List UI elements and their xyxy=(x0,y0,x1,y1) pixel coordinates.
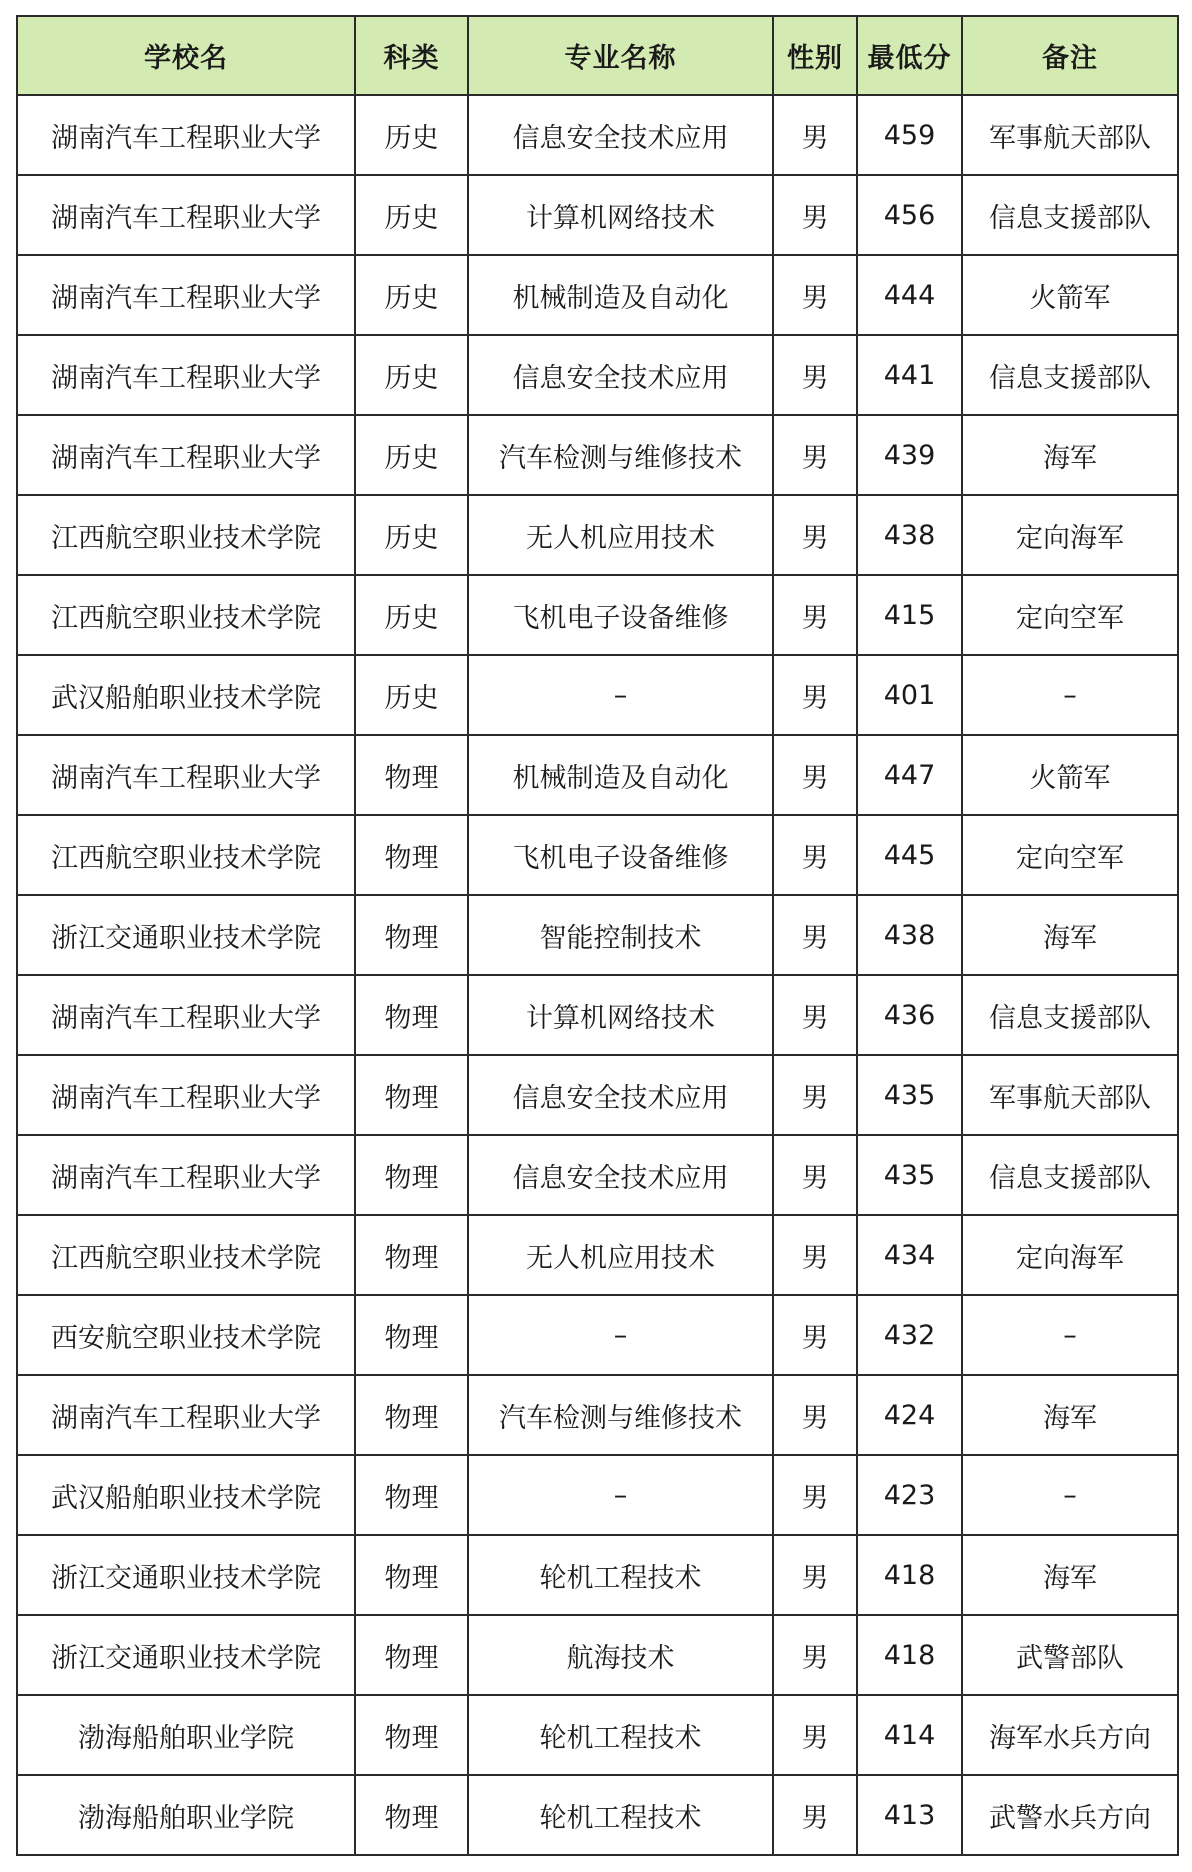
header-min-score: 最低分 xyxy=(857,16,962,95)
cell-min-score: 418 xyxy=(857,1615,962,1695)
cell-gender: 男 xyxy=(773,1215,857,1295)
cell-gender: 男 xyxy=(773,1695,857,1775)
table-row xyxy=(17,335,1178,415)
cell-school: 湖南汽车工程职业大学 xyxy=(17,1375,355,1455)
cell-school: 渤海船舶职业学院 xyxy=(17,1775,355,1855)
cell-min-score: 418 xyxy=(857,1535,962,1615)
cell-subject: 物理 xyxy=(355,1135,468,1215)
table-row xyxy=(17,415,1178,495)
cell-min-score: 424 xyxy=(857,1375,962,1455)
cell-gender: 男 xyxy=(773,1615,857,1695)
cell-major: 轮机工程技术 xyxy=(468,1535,773,1615)
cell-note: 信息支援部队 xyxy=(962,175,1178,255)
cell-subject: 历史 xyxy=(355,335,468,415)
header-gender: 性别 xyxy=(773,16,857,95)
cell-gender: 男 xyxy=(773,1375,857,1455)
cell-note: 定向海军 xyxy=(962,495,1178,575)
cell-subject: 物理 xyxy=(355,1215,468,1295)
cell-subject: 历史 xyxy=(355,175,468,255)
table-row xyxy=(17,735,1178,815)
cell-major: 无人机应用技术 xyxy=(468,495,773,575)
cell-min-score: 456 xyxy=(857,175,962,255)
table-row xyxy=(17,1135,1178,1215)
cell-school: 浙江交通职业技术学院 xyxy=(17,1615,355,1695)
table-row xyxy=(17,655,1178,735)
cell-gender: 男 xyxy=(773,895,857,975)
cell-note: – xyxy=(962,1455,1178,1535)
cell-major: – xyxy=(468,655,773,735)
cell-school: 湖南汽车工程职业大学 xyxy=(17,415,355,495)
cell-major: 计算机网络技术 xyxy=(468,175,773,255)
cell-note: 定向空军 xyxy=(962,815,1178,895)
cell-gender: 男 xyxy=(773,415,857,495)
cell-gender: 男 xyxy=(773,655,857,735)
cell-note: – xyxy=(962,1295,1178,1375)
cell-major: 智能控制技术 xyxy=(468,895,773,975)
cell-major: 机械制造及自动化 xyxy=(468,255,773,335)
cell-major: 汽车检测与维修技术 xyxy=(468,1375,773,1455)
cell-subject: 物理 xyxy=(355,1535,468,1615)
table-header xyxy=(17,16,1178,95)
cell-gender: 男 xyxy=(773,335,857,415)
cell-gender: 男 xyxy=(773,1295,857,1375)
cell-gender: 男 xyxy=(773,95,857,175)
cell-note: 信息支援部队 xyxy=(962,335,1178,415)
cell-subject: 历史 xyxy=(355,95,468,175)
table-row xyxy=(17,1455,1178,1535)
cell-major: – xyxy=(468,1295,773,1375)
cell-subject: 物理 xyxy=(355,1055,468,1135)
cell-note: 海军 xyxy=(962,1535,1178,1615)
cell-note: 军事航天部队 xyxy=(962,95,1178,175)
cell-gender: 男 xyxy=(773,1775,857,1855)
table-row xyxy=(17,1375,1178,1455)
cell-note: 火箭军 xyxy=(962,255,1178,335)
cell-subject: 物理 xyxy=(355,815,468,895)
table-row xyxy=(17,975,1178,1055)
cell-gender: 男 xyxy=(773,1055,857,1135)
cell-major: 信息安全技术应用 xyxy=(468,95,773,175)
cell-major: 信息安全技术应用 xyxy=(468,1055,773,1135)
cell-school: 西安航空职业技术学院 xyxy=(17,1295,355,1375)
cell-major: 飞机电子设备维修 xyxy=(468,575,773,655)
cell-min-score: 445 xyxy=(857,815,962,895)
table-row xyxy=(17,495,1178,575)
table-row xyxy=(17,1215,1178,1295)
cell-subject: 历史 xyxy=(355,575,468,655)
cell-min-score: 436 xyxy=(857,975,962,1055)
cell-note: 海军 xyxy=(962,415,1178,495)
admission-score-table xyxy=(16,15,1179,1856)
cell-min-score: 415 xyxy=(857,575,962,655)
cell-gender: 男 xyxy=(773,1535,857,1615)
cell-school: 湖南汽车工程职业大学 xyxy=(17,735,355,815)
cell-school: 武汉船舶职业技术学院 xyxy=(17,655,355,735)
cell-note: 定向海军 xyxy=(962,1215,1178,1295)
cell-school: 湖南汽车工程职业大学 xyxy=(17,1135,355,1215)
cell-major: 航海技术 xyxy=(468,1615,773,1695)
cell-subject: 物理 xyxy=(355,1295,468,1375)
cell-subject: 物理 xyxy=(355,1775,468,1855)
table-row xyxy=(17,255,1178,335)
cell-gender: 男 xyxy=(773,815,857,895)
cell-min-score: 444 xyxy=(857,255,962,335)
table-row xyxy=(17,1535,1178,1615)
header-row xyxy=(17,16,1178,95)
table-row xyxy=(17,895,1178,975)
cell-major: 信息安全技术应用 xyxy=(468,1135,773,1215)
cell-note: 武警部队 xyxy=(962,1615,1178,1695)
cell-note: 海军水兵方向 xyxy=(962,1695,1178,1775)
cell-subject: 物理 xyxy=(355,1615,468,1695)
cell-min-score: 435 xyxy=(857,1135,962,1215)
cell-school: 浙江交通职业技术学院 xyxy=(17,1535,355,1615)
cell-note: 武警水兵方向 xyxy=(962,1775,1178,1855)
cell-school: 武汉船舶职业技术学院 xyxy=(17,1455,355,1535)
table-row xyxy=(17,1695,1178,1775)
cell-subject: 物理 xyxy=(355,735,468,815)
cell-min-score: 441 xyxy=(857,335,962,415)
cell-subject: 历史 xyxy=(355,655,468,735)
cell-note: 定向空军 xyxy=(962,575,1178,655)
cell-note: 海军 xyxy=(962,895,1178,975)
table-row xyxy=(17,1055,1178,1135)
cell-subject: 物理 xyxy=(355,1455,468,1535)
cell-gender: 男 xyxy=(773,735,857,815)
cell-note: – xyxy=(962,655,1178,735)
cell-gender: 男 xyxy=(773,255,857,335)
cell-school: 湖南汽车工程职业大学 xyxy=(17,95,355,175)
cell-school: 湖南汽车工程职业大学 xyxy=(17,255,355,335)
cell-note: 信息支援部队 xyxy=(962,1135,1178,1215)
header-note: 备注 xyxy=(962,16,1178,95)
cell-min-score: 438 xyxy=(857,495,962,575)
cell-subject: 历史 xyxy=(355,255,468,335)
cell-subject: 物理 xyxy=(355,975,468,1055)
cell-major: 汽车检测与维修技术 xyxy=(468,415,773,495)
cell-min-score: 447 xyxy=(857,735,962,815)
cell-subject: 历史 xyxy=(355,415,468,495)
table-row xyxy=(17,175,1178,255)
cell-min-score: 413 xyxy=(857,1775,962,1855)
cell-subject: 历史 xyxy=(355,495,468,575)
cell-gender: 男 xyxy=(773,495,857,575)
cell-major: 无人机应用技术 xyxy=(468,1215,773,1295)
header-major: 专业名称 xyxy=(468,16,773,95)
table-row xyxy=(17,815,1178,895)
cell-note: 信息支援部队 xyxy=(962,975,1178,1055)
cell-school: 江西航空职业技术学院 xyxy=(17,575,355,655)
cell-gender: 男 xyxy=(773,575,857,655)
table-row xyxy=(17,1615,1178,1695)
cell-major: – xyxy=(468,1455,773,1535)
cell-school: 湖南汽车工程职业大学 xyxy=(17,1055,355,1135)
cell-min-score: 432 xyxy=(857,1295,962,1375)
cell-min-score: 438 xyxy=(857,895,962,975)
cell-min-score: 423 xyxy=(857,1455,962,1535)
table-row xyxy=(17,575,1178,655)
cell-note: 火箭军 xyxy=(962,735,1178,815)
cell-school: 湖南汽车工程职业大学 xyxy=(17,175,355,255)
cell-min-score: 439 xyxy=(857,415,962,495)
table-row xyxy=(17,1775,1178,1855)
header-school: 学校名 xyxy=(17,16,355,95)
cell-major: 计算机网络技术 xyxy=(468,975,773,1055)
cell-note: 军事航天部队 xyxy=(962,1055,1178,1135)
cell-major: 轮机工程技术 xyxy=(468,1695,773,1775)
cell-school: 江西航空职业技术学院 xyxy=(17,815,355,895)
cell-note: 海军 xyxy=(962,1375,1178,1455)
cell-school: 浙江交通职业技术学院 xyxy=(17,895,355,975)
table-row xyxy=(17,1295,1178,1375)
cell-major: 机械制造及自动化 xyxy=(468,735,773,815)
cell-major: 轮机工程技术 xyxy=(468,1775,773,1855)
cell-gender: 男 xyxy=(773,975,857,1055)
cell-gender: 男 xyxy=(773,1135,857,1215)
cell-school: 江西航空职业技术学院 xyxy=(17,1215,355,1295)
table-body xyxy=(17,95,1178,1855)
cell-major: 飞机电子设备维修 xyxy=(468,815,773,895)
cell-subject: 物理 xyxy=(355,1695,468,1775)
cell-subject: 物理 xyxy=(355,1375,468,1455)
cell-gender: 男 xyxy=(773,175,857,255)
cell-major: 信息安全技术应用 xyxy=(468,335,773,415)
cell-gender: 男 xyxy=(773,1455,857,1535)
cell-school: 湖南汽车工程职业大学 xyxy=(17,975,355,1055)
table-row xyxy=(17,95,1178,175)
cell-min-score: 459 xyxy=(857,95,962,175)
cell-school: 江西航空职业技术学院 xyxy=(17,495,355,575)
cell-min-score: 435 xyxy=(857,1055,962,1135)
cell-min-score: 401 xyxy=(857,655,962,735)
cell-subject: 物理 xyxy=(355,895,468,975)
header-subject: 科类 xyxy=(355,16,468,95)
cell-school: 渤海船舶职业学院 xyxy=(17,1695,355,1775)
cell-min-score: 434 xyxy=(857,1215,962,1295)
cell-min-score: 414 xyxy=(857,1695,962,1775)
cell-school: 湖南汽车工程职业大学 xyxy=(17,335,355,415)
